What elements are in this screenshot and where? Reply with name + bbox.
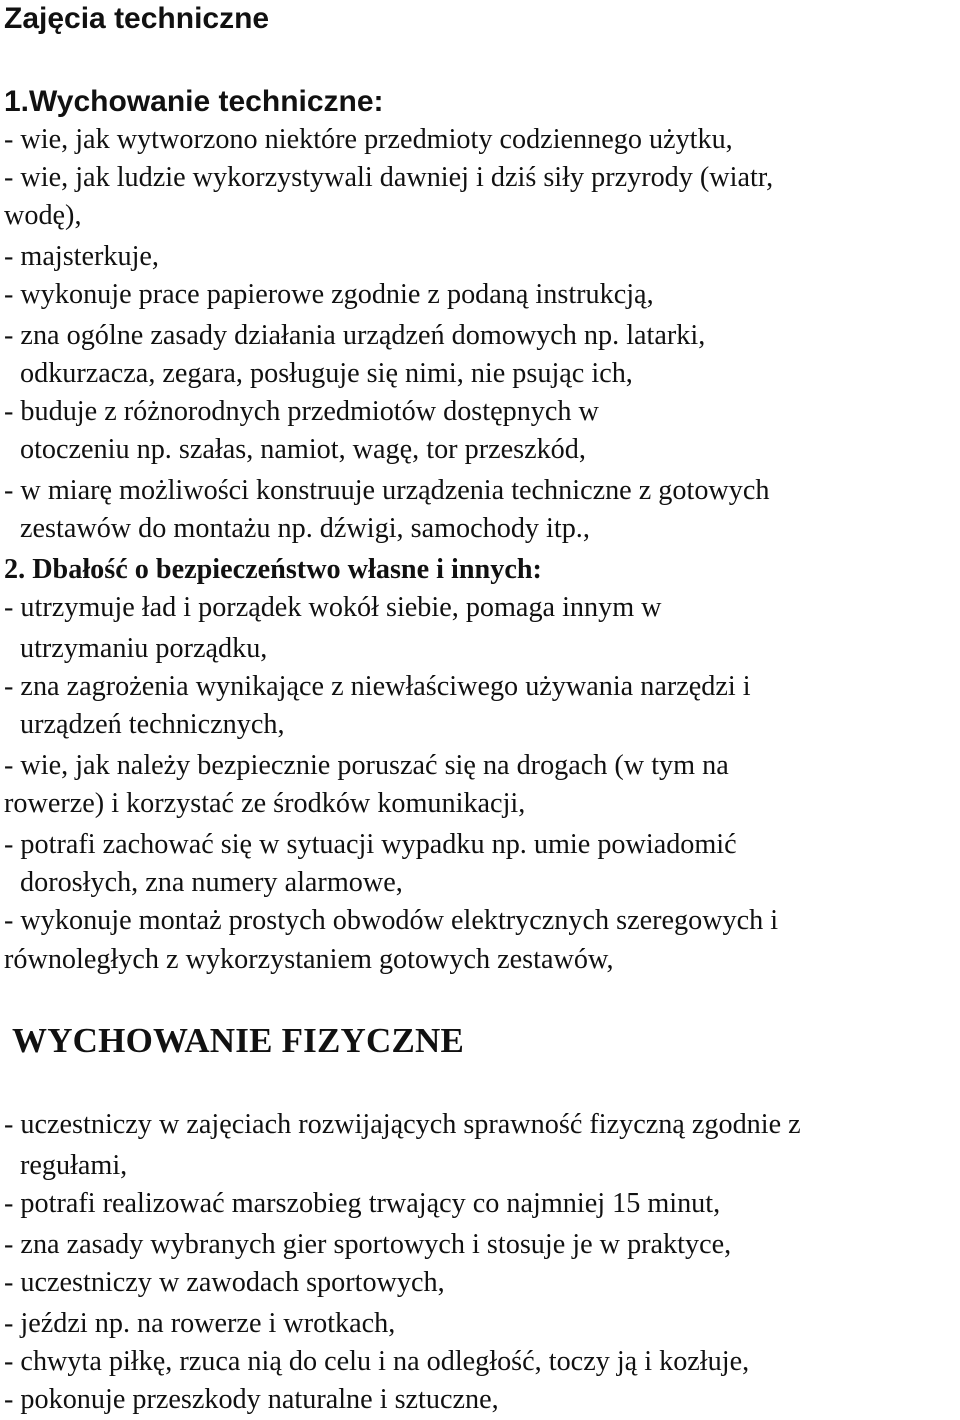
list-item: - uczestniczy w zawodach sportowych, <box>4 1267 445 1298</box>
list-item: - jeździ np. na rowerze i wrotkach, <box>4 1308 396 1339</box>
section-heading-safety: 2. Dbałość o bezpieczeństwo własne i innych: <box>4 554 542 585</box>
list-item-continuation: dorosłych, zna numery alarmowe, <box>20 867 403 898</box>
list-item: - wykonuje montaż prostych obwodów elektrycznych szeregowych i <box>4 905 779 936</box>
list-item-continuation: wodę), <box>4 200 82 231</box>
list-item: - pokonuje przeszkody naturalne i sztuczne, <box>4 1384 499 1415</box>
list-item: - chwyta piłkę, rzuca nią do celu i na odległość, toczy ją i kozłuje, <box>4 1346 750 1377</box>
list-item-continuation: równoległych z wykorzystaniem gotowych zestawów, <box>4 944 614 975</box>
list-item: - w miarę możliwości konstruuje urządzenia techniczne z gotowych <box>4 475 770 506</box>
list-item: - uczestniczy w zajęciach rozwijających sprawność fizyczną zgodnie z <box>4 1109 801 1140</box>
list-item: - buduje z różnorodnych przedmiotów dostępnych w <box>4 396 599 427</box>
list-item: - zna ogólne zasady działania urządzeń domowych np. latarki, <box>4 320 706 351</box>
list-item: - utrzymuje ład i porządek wokół siebie, pomaga innym w <box>4 592 662 623</box>
list-item-continuation: odkurzacza, zegara, posługuje się nimi, nie psując ich, <box>20 358 633 389</box>
list-item: - potrafi zachować się w sytuacji wypadku np. umie powiadomić <box>4 829 737 860</box>
list-item: - wykonuje prace papierowe zgodnie z podaną instrukcją, <box>4 279 654 310</box>
list-item-continuation: zestawów do montażu np. dźwigi, samochody itp., <box>20 513 590 544</box>
list-item: - potrafi realizować marszobieg trwający co najmniej 15 minut, <box>4 1188 721 1219</box>
list-item: - majsterkuje, <box>4 241 159 272</box>
list-item-continuation: rowerze) i korzystać ze środków komunikacji, <box>4 788 526 819</box>
list-item-continuation: otoczeniu np. szałas, namiot, wagę, tor przeszkód, <box>20 434 586 465</box>
list-item: - wie, jak wytworzono niektóre przedmioty codziennego użytku, <box>4 124 733 155</box>
page-title: Zajęcia techniczne <box>4 2 270 35</box>
list-item-continuation: utrzymaniu porządku, <box>20 633 268 664</box>
list-item: - zna zagrożenia wynikające z niewłaściwego używania narzędzi i <box>4 671 751 702</box>
list-item-continuation: urządzeń technicznych, <box>20 709 285 740</box>
list-item: - zna zasady wybranych gier sportowych i stosuje je w praktyce, <box>4 1229 732 1260</box>
list-item-continuation: regułami, <box>20 1150 128 1181</box>
section-heading-technical-education: 1.Wychowanie techniczne: <box>4 85 384 118</box>
list-item: - wie, jak ludzie wykorzystywali dawniej i dziś siły przyrody (wiatr, <box>4 162 774 193</box>
list-item: - wie, jak należy bezpiecznie poruszać się na drogach (w tym na <box>4 750 729 781</box>
section-heading-physical-education: WYCHOWANIE FIZYCZNE <box>12 1021 465 1060</box>
